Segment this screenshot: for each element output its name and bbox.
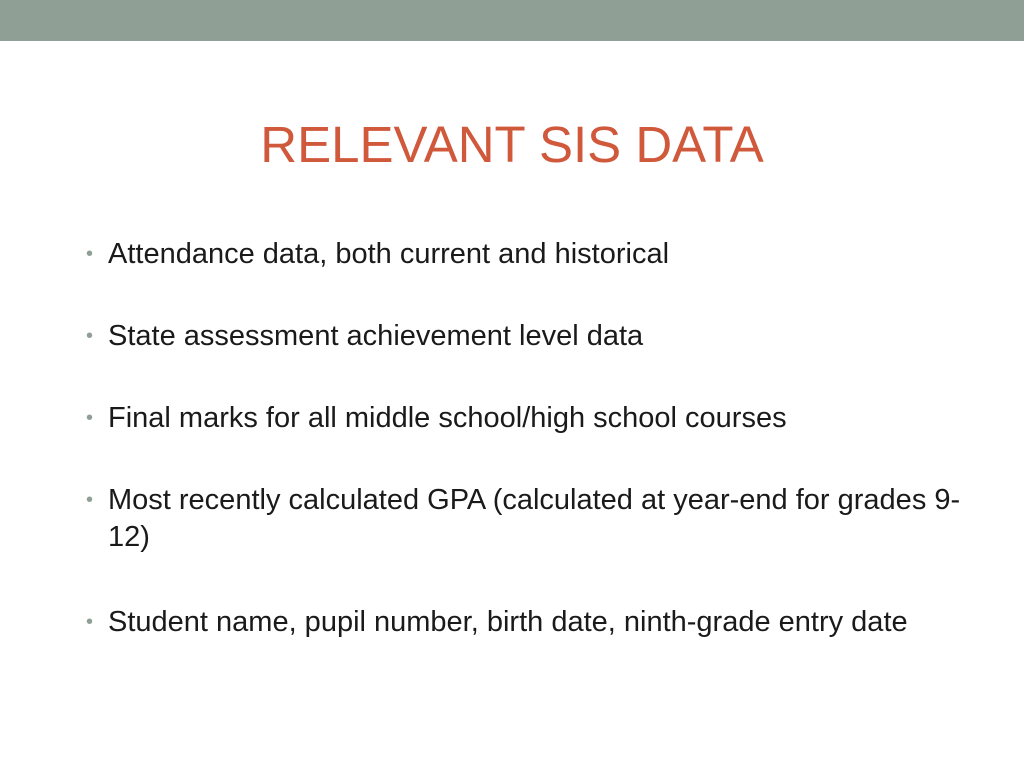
bullet-icon: • — [86, 325, 94, 347]
bullet-text: Final marks for all middle school/high school courses — [108, 402, 787, 434]
bullet-item — [86, 236, 976, 273]
bullet-icon: • — [86, 489, 94, 511]
bullet-item — [86, 400, 976, 437]
bullet-list — [86, 236, 976, 686]
bullet-icon: • — [86, 243, 94, 265]
bullet-item — [86, 604, 976, 641]
bullet-icon: • — [86, 611, 94, 633]
bullet-text: State assessment achievement level data — [108, 320, 644, 352]
bullet-item — [86, 318, 976, 355]
bullet-icon: • — [86, 407, 94, 429]
bullet-text: Most recently calculated GPA (calculated at year-end for grades 9-12) — [108, 484, 961, 553]
header-band — [0, 0, 1024, 41]
slide-title: RELEVANT SIS DATA — [260, 116, 764, 173]
bullet-text: Attendance data, both current and historical — [108, 238, 670, 270]
bullet-text: Student name, pupil number, birth date, ninth-grade entry date — [108, 606, 908, 638]
bullet-item — [86, 482, 976, 556]
